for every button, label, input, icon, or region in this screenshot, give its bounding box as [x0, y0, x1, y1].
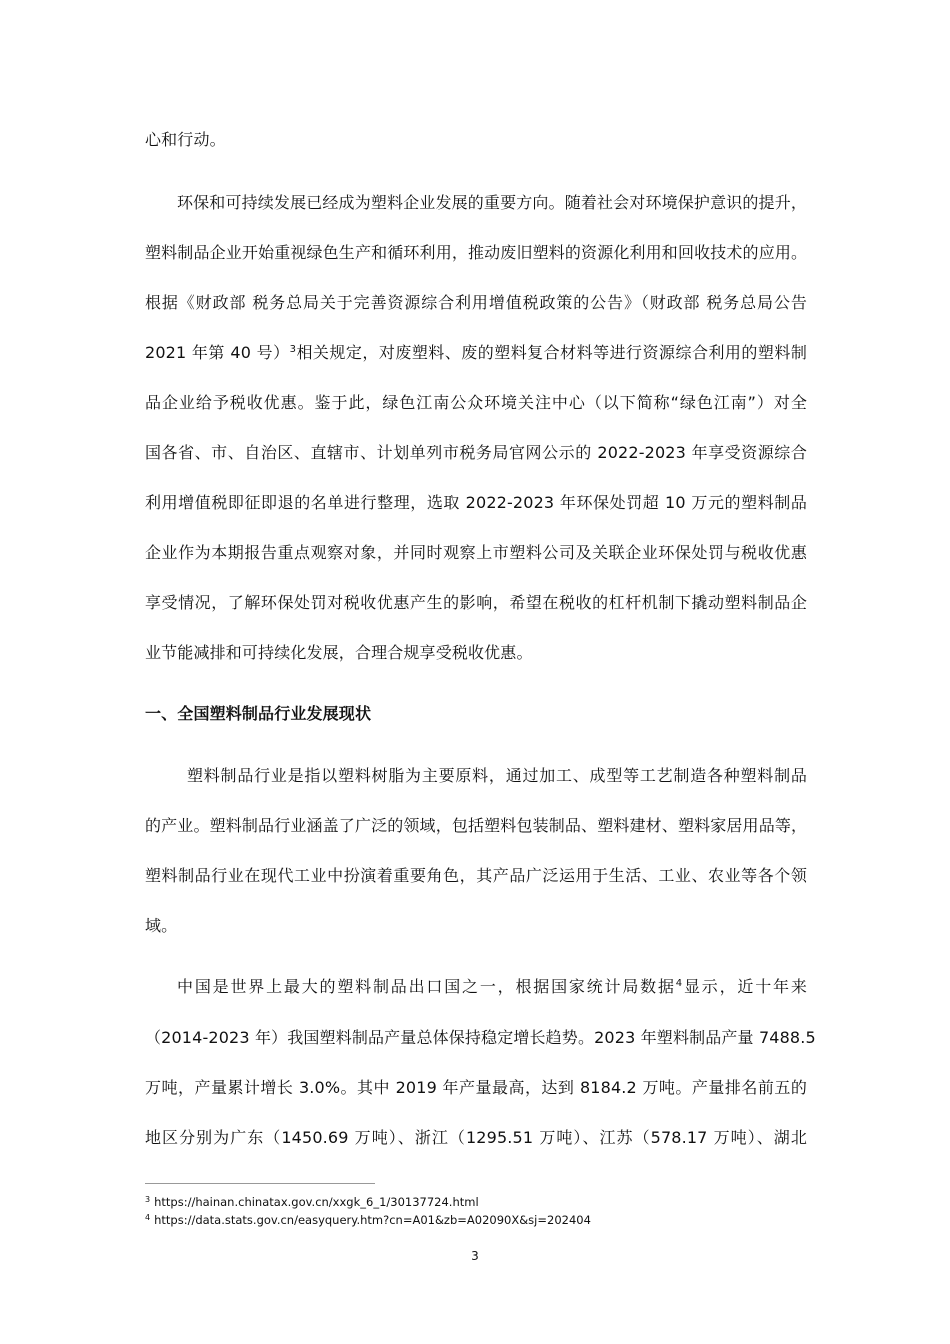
footnote-item [145, 1195, 479, 1209]
paragraph-line: 心和行动。 [145, 130, 226, 149]
line-text: 中国是世界上最大的塑料制品出口国之一，根据国家统计局数据 [177, 977, 676, 996]
footnote-item [145, 1213, 591, 1227]
paragraph-line: 国各省、市、自治区、直辖市、计划单列市税务局官网公示的 2022-2023 年享受资源综合 [145, 443, 807, 462]
paragraph-line: 享受情况，了解环保处罚对税收优惠产生的影响，希望在税收的杠杆机制下撬动塑料制品企 [145, 593, 807, 612]
line-text: 相关规定，对废塑料、废的塑料复合材料等进行资源综合利用的塑料制 [296, 343, 807, 362]
paragraph-line: 品企业给予税收优惠。鉴于此，绿色江南公众环境关注中心（以下简称“绿色江南”）对全 [145, 393, 807, 412]
paragraph-line: 企业作为本期报告重点观察对象，并同时观察上市塑料公司及关联企业环保处罚与税收优惠 [145, 543, 807, 562]
footnote-number: 3 [145, 1195, 151, 1204]
footnote-number: 4 [145, 1213, 151, 1222]
paragraph-line: 环保和可持续发展已经成为塑料企业发展的重要方向。随着社会对环境保护意识的提升， [177, 193, 807, 212]
footnote-link[interactable]: https://hainan.chinatax.gov.cn/xxgk_6_1/30137724.html [154, 1195, 479, 1209]
paragraph-line: 塑料制品企业开始重视绿色生产和循环利用，推动废旧塑料的资源化利用和回收技术的应用。 [145, 243, 808, 262]
paragraph-line: 塑料制品行业是指以塑料树脂为主要原料，通过加工、成型等工艺制造各种塑料制品 [187, 766, 807, 785]
paragraph-line [145, 343, 807, 363]
footnote-ref[interactable]: 3 [289, 344, 297, 355]
footnote-ref[interactable]: 4 [675, 978, 683, 989]
paragraph-line: （2014-2023 年）我国塑料制品产量总体保持稳定增长趋势。2023 年塑料制品产量 7488.5 [145, 1028, 816, 1047]
paragraph-line: 的产业。塑料制品行业涵盖了广泛的领域，包括塑料包装制品、塑料建材、塑料家居用品等， [145, 816, 808, 835]
line-text: 显示，近十年来 [682, 977, 807, 996]
section-heading: 一、全国塑料制品行业发展现状 [145, 704, 372, 723]
paragraph-line: 域。 [145, 916, 178, 935]
paragraph-line: 利用增值税即征即退的名单进行整理，选取 2022-2023 年环保处罚超 10 万元的塑料制品 [145, 493, 807, 512]
line-text: 2021 年第 40 号） [145, 343, 290, 362]
paragraph-line: 根据《财政部 税务总局关于完善资源综合利用增值税政策的公告》（财政部 税务总局公告 [145, 293, 807, 312]
page-number: 3 [471, 1249, 479, 1263]
paragraph-line: 万吨，产量累计增长 3.0%。其中 2019 年产量最高，达到 8184.2 万吨。产量排名前五的 [145, 1078, 807, 1097]
paragraph-line: 地区分别为广东（1450.69 万吨）、浙江（1295.51 万吨）、江苏（578.17 万吨）、湖北 [145, 1128, 807, 1147]
footnote-separator [145, 1183, 375, 1184]
paragraph-line [177, 977, 807, 997]
paragraph-line: 业节能减排和可持续化发展，合理合规享受税收优惠。 [145, 643, 533, 662]
paragraph-line: 塑料制品行业在现代工业中扮演着重要角色，其产品广泛运用于生活、工业、农业等各个领 [145, 866, 807, 885]
footnote-link[interactable]: https://data.stats.gov.cn/easyquery.htm?cn=A01&zb=A02090X&sj=202404 [154, 1213, 591, 1227]
